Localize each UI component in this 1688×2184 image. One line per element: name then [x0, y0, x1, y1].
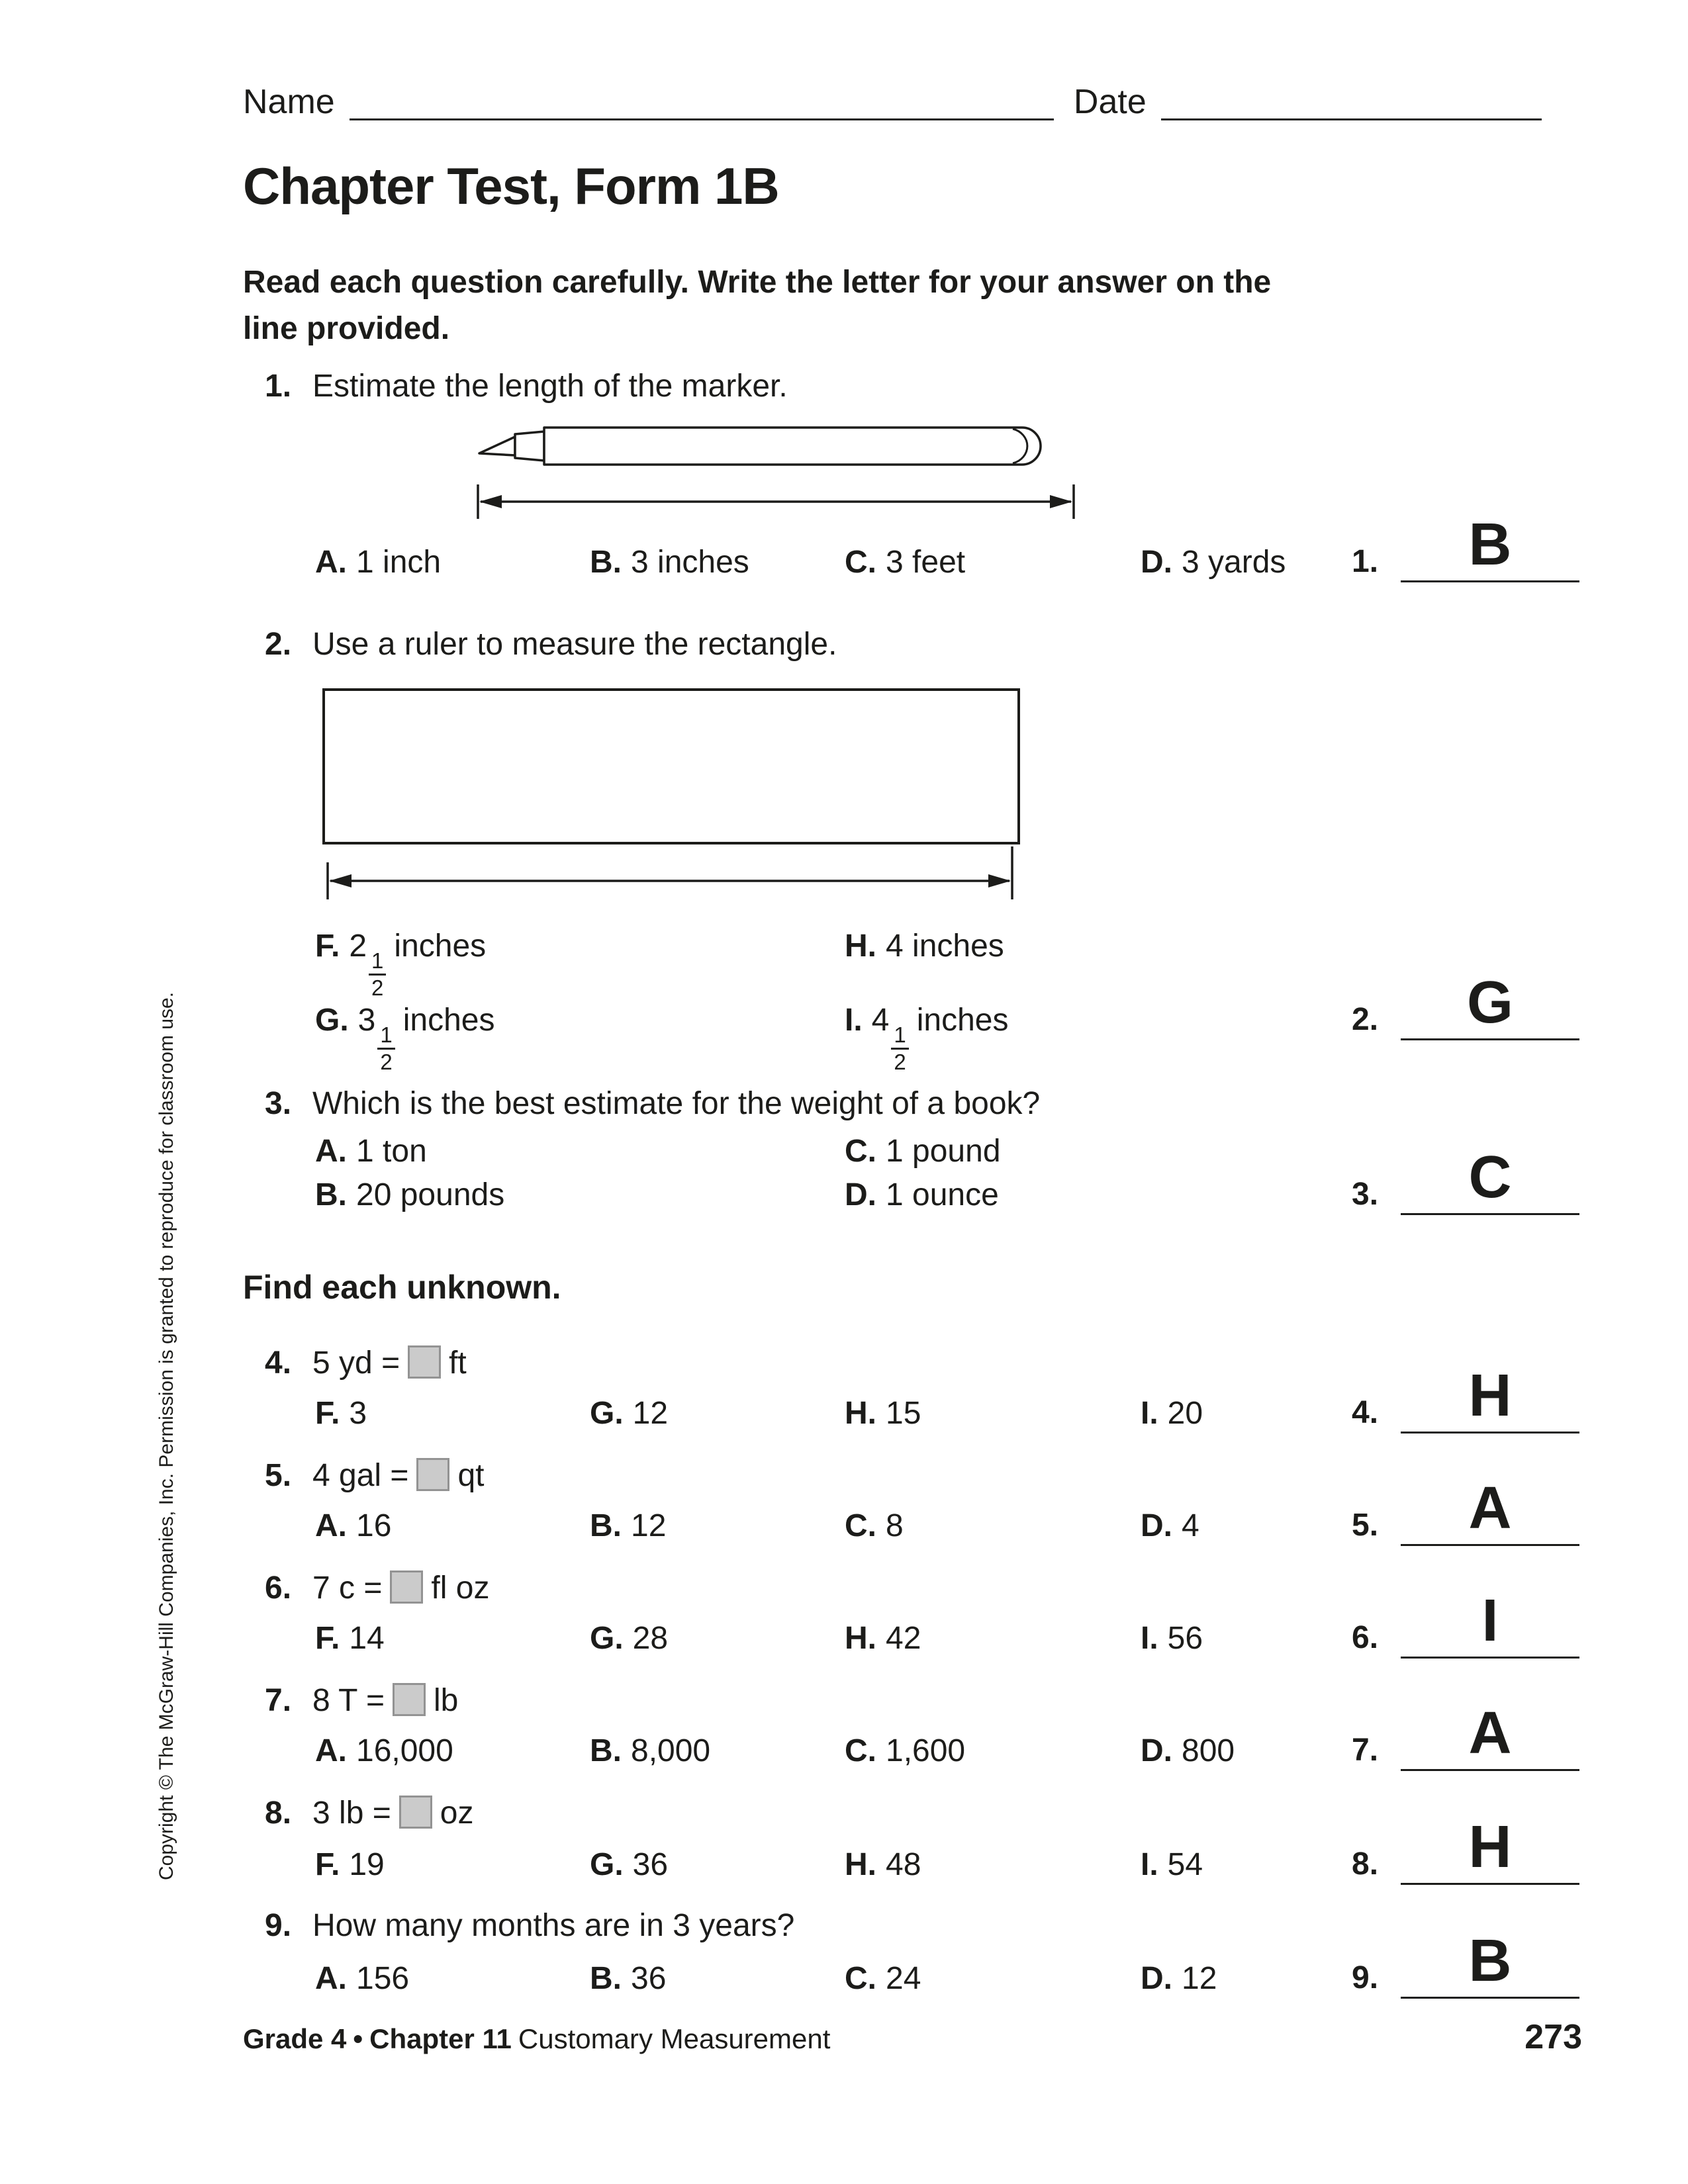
q3-option-b: B. 20 pounds [315, 1177, 505, 1212]
question-3-number: 3. [265, 1086, 292, 1121]
question-8-number: 8. [265, 1796, 292, 1831]
q5-answer-letter: A [1468, 1475, 1512, 1541]
question-7 [265, 1682, 458, 1719]
q3-option-c: C. 1 pound [845, 1134, 1001, 1169]
q9-answer-slot [1352, 1907, 1582, 1999]
q4-option-f: F. 3 [315, 1396, 367, 1431]
q6-answer-letter: I [1481, 1588, 1499, 1654]
q9-options-row [0, 1928, 1688, 2013]
q8-answer-letter: H [1468, 1814, 1512, 1880]
q3-option-d: D. 1 ounce [845, 1177, 999, 1212]
q1-options-row [0, 512, 1688, 597]
q9-answer-number: 9. [1352, 1960, 1379, 1995]
q3-answer-letter: C [1468, 1144, 1512, 1210]
width-arrow [322, 844, 1017, 907]
rectangle-figure [322, 688, 1020, 844]
footer-bullet: • [353, 2023, 363, 2054]
q8-answer-number: 8. [1352, 1846, 1379, 1882]
question-2-number: 2. [265, 627, 292, 662]
q3-answer-slot [1352, 1124, 1582, 1215]
question-6-equation: 7 c = [312, 1570, 383, 1606]
q9-option-c: C. 24 [845, 1961, 921, 1996]
question-8-equation: 3 lb = [312, 1796, 391, 1831]
instructions-line2: line provided. [243, 310, 450, 346]
q2-option-i: I. 4 $\frac{1}{2}$ inches [845, 1003, 1009, 1075]
question-5 [265, 1457, 484, 1494]
question-1 [265, 368, 788, 404]
date-label: Date [1073, 83, 1147, 121]
q2-answer-slot [1352, 949, 1582, 1040]
name-label: Name [243, 83, 335, 121]
q7-option-d: D. 800 [1141, 1733, 1235, 1768]
q6-answer-slot [1352, 1567, 1582, 1659]
q6-answer-number: 6. [1352, 1620, 1379, 1655]
q9-option-d: D. 12 [1141, 1961, 1217, 1996]
question-4-unit: ft [449, 1345, 467, 1381]
question-9-text: How many months are in 3 years? [312, 1908, 795, 1943]
q8-option-f: F. 19 [315, 1847, 385, 1882]
page-title: Chapter Test, Form 1B [243, 157, 779, 215]
q1-answer-number: 1. [1352, 544, 1379, 579]
q2-options-row-2 [0, 970, 1688, 1075]
copyright-text: Copyright © The McGraw-Hill Companies, Inc. Permission is granted to reproduce for classroom use. [156, 991, 177, 1880]
footer-chapter: Chapter 11 [369, 2023, 512, 2054]
q4-option-h: H. 15 [845, 1396, 921, 1431]
q7-answer-letter: A [1468, 1700, 1512, 1766]
name-date-row [243, 85, 1542, 124]
q8-options-row [0, 1814, 1688, 1899]
question-3-text: Which is the best estimate for the weight of a book? [312, 1086, 1041, 1121]
q2-answer-line[interactable] [1401, 1038, 1579, 1040]
q1-answer-letter: B [1468, 512, 1512, 578]
q7-answer-line[interactable] [1401, 1769, 1579, 1771]
q3-option-a: A. 1 ton [315, 1134, 427, 1169]
question-4 [265, 1345, 467, 1381]
question-8 [265, 1795, 473, 1831]
question-9 [265, 1907, 794, 1944]
marker-figure [471, 422, 1080, 475]
question-6 [265, 1570, 489, 1606]
q4-answer-number: 4. [1352, 1395, 1379, 1430]
fraction: $\frac{1}{2}$ [369, 949, 386, 1001]
date-input-line[interactable] [1161, 112, 1542, 120]
footer-subject: Customary Measurement [518, 2023, 831, 2054]
q4-answer-slot [1352, 1342, 1582, 1433]
q5-answer-slot [1352, 1455, 1582, 1546]
question-7-unit: lb [433, 1683, 459, 1718]
q4-option-i: I. 20 [1141, 1396, 1203, 1431]
question-5-number: 5. [265, 1458, 292, 1493]
question-7-equation: 8 T = [312, 1683, 385, 1718]
footer-grade: Grade 4 [243, 2023, 347, 2054]
q5-answer-number: 5. [1352, 1508, 1379, 1543]
question-7-number: 7. [265, 1683, 292, 1718]
q8-option-g: G. 36 [590, 1847, 669, 1882]
question-5-unit: qt [457, 1458, 485, 1493]
q4-answer-letter: H [1468, 1363, 1512, 1429]
blank-box [416, 1458, 449, 1491]
q2-option-h: H. 4 inches [845, 929, 1004, 964]
q5-option-a: A. 16 [315, 1508, 392, 1543]
name-input-line[interactable] [350, 112, 1054, 120]
q7-answer-slot [1352, 1680, 1582, 1771]
question-6-number: 6. [265, 1570, 292, 1606]
footer-left [243, 2023, 830, 2055]
question-2 [265, 626, 837, 662]
q1-option-a: A. 1 inch [315, 545, 442, 580]
page-number: 273 [1524, 2018, 1582, 2056]
q8-option-i: I. 54 [1141, 1847, 1203, 1882]
q8-answer-line[interactable] [1401, 1883, 1579, 1885]
q9-answer-line[interactable] [1401, 1997, 1579, 1999]
blank-box [390, 1570, 423, 1604]
section-header: Find each unknown. [243, 1269, 561, 1306]
q8-answer-slot [1352, 1794, 1582, 1885]
q2-option-g: G. 3 $\frac{1}{2}$ inches [315, 1003, 495, 1075]
question-5-equation: 4 gal = [312, 1458, 409, 1493]
q6-answer-line[interactable] [1401, 1657, 1579, 1659]
q2-answer-letter: G [1466, 970, 1513, 1036]
q1-answer-line[interactable] [1401, 580, 1579, 582]
question-9-number: 9. [265, 1908, 292, 1943]
blank-box [399, 1796, 432, 1829]
q8-option-h: H. 48 [845, 1847, 921, 1882]
q5-option-b: B. 12 [590, 1508, 667, 1543]
length-arrow [471, 478, 1080, 524]
instructions [243, 259, 1501, 351]
question-3 [265, 1085, 1040, 1122]
q4-answer-line[interactable] [1401, 1432, 1579, 1433]
q7-option-a: A. 16,000 [315, 1733, 453, 1768]
question-1-text: Estimate the length of the marker. [312, 369, 788, 404]
q1-answer-slot [1352, 491, 1582, 582]
q5-option-c: C. 8 [845, 1508, 904, 1543]
blank-box [393, 1683, 426, 1716]
q5-option-d: D. 4 [1141, 1508, 1199, 1543]
question-1-number: 1. [265, 369, 292, 404]
q6-option-h: H. 42 [845, 1621, 921, 1656]
fraction: $\frac{1}{2}$ [891, 1023, 908, 1075]
question-8-unit: oz [440, 1796, 474, 1831]
instructions-line1: Read each question carefully. Write the letter for your answer on the [243, 265, 1272, 300]
q2-answer-number: 2. [1352, 1002, 1379, 1037]
q6-option-g: G. 28 [590, 1621, 669, 1656]
q6-option-f: F. 14 [315, 1621, 385, 1656]
q2-option-f: F. 2 $\frac{1}{2}$ inches [315, 929, 487, 1001]
q1-option-b: B. 3 inches [590, 545, 749, 580]
q6-option-i: I. 56 [1141, 1621, 1203, 1656]
question-4-number: 4. [265, 1345, 292, 1381]
fraction: $\frac{1}{2}$ [377, 1023, 395, 1075]
q3-answer-line[interactable] [1401, 1213, 1579, 1215]
footer [243, 2017, 1582, 2057]
q3-answer-number: 3. [1352, 1177, 1379, 1212]
q9-option-b: B. 36 [590, 1961, 667, 1996]
q7-answer-number: 7. [1352, 1733, 1379, 1768]
question-6-unit: fl oz [431, 1570, 490, 1606]
blank-box [408, 1345, 441, 1379]
q5-answer-line[interactable] [1401, 1544, 1579, 1546]
q7-option-c: C. 1,600 [845, 1733, 966, 1768]
question-2-text: Use a ruler to measure the rectangle. [312, 627, 837, 662]
q4-option-g: G. 12 [590, 1396, 669, 1431]
q1-option-c: C. 3 feet [845, 545, 966, 580]
q1-option-d: D. 3 yards [1141, 545, 1286, 580]
q7-option-b: B. 8,000 [590, 1733, 711, 1768]
q9-answer-letter: B [1468, 1928, 1512, 1994]
question-4-equation: 5 yd = [312, 1345, 400, 1381]
q9-option-a: A. 156 [315, 1961, 410, 1996]
